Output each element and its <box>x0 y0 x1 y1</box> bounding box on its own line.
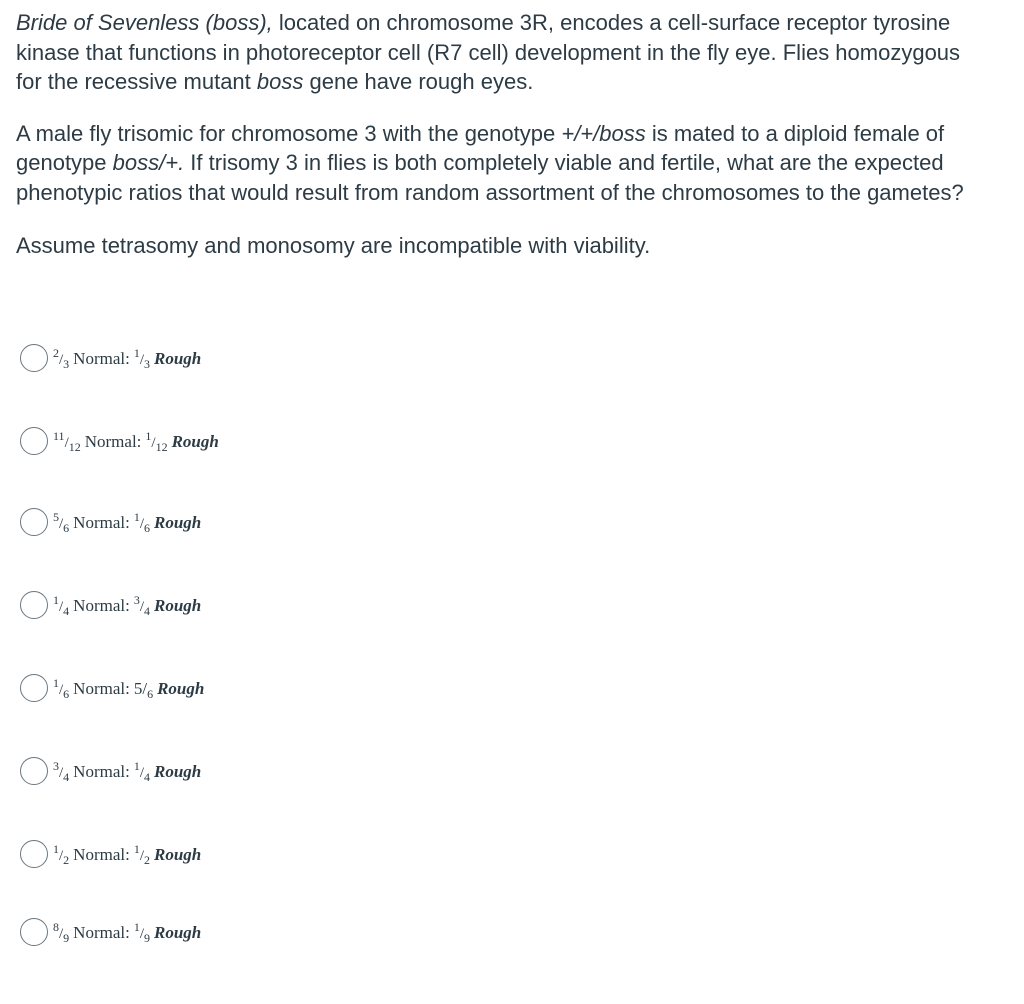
radio-button[interactable] <box>20 840 48 868</box>
answer-label: $^1/_2$ Normal: $^1/_2$ Rough <box>53 841 202 867</box>
question-text <box>16 8 976 261</box>
answer-option-3[interactable] <box>20 506 201 538</box>
answer-label: $^1/_4$ Normal: $^3/_4$ Rough <box>53 592 202 618</box>
answer-option-1[interactable] <box>20 342 201 374</box>
question-paragraph-2: A male fly trisomic for chromosome 3 with the genotype +/+/boss is mated to a diploid female of genotype boss/+. If trisomy 3 in flies is both completely viable and fertile, what are the expected phenotypic ratios that would result from random assortment of the chromosomes to the gametes? <box>16 120 964 205</box>
answer-label: $^8/_9$ Normal: $^1/_9$ Rough <box>53 919 202 945</box>
answer-label: $^{11}/_{12}$ Normal: $^1/_{12}$ Rough <box>53 428 219 454</box>
answer-option-8[interactable] <box>20 916 201 948</box>
radio-button[interactable] <box>20 427 48 455</box>
answer-label: $^3/_4$ Normal: $^1/_4$ Rough <box>53 758 202 784</box>
answer-label: $^2/_3$ Normal: $^1/_3$ Rough <box>53 345 202 371</box>
answer-option-6[interactable] <box>20 755 201 787</box>
radio-button[interactable] <box>20 591 48 619</box>
answer-option-4[interactable] <box>20 589 201 621</box>
question-paragraph-3: Assume tetrasomy and monosomy are incompatible with viability. <box>16 233 651 258</box>
radio-button[interactable] <box>20 344 48 372</box>
radio-button[interactable] <box>20 918 48 946</box>
answer-label: $^5/_6$ Normal: $^1/_6$ Rough <box>53 509 202 535</box>
radio-button[interactable] <box>20 757 48 785</box>
answer-option-5[interactable] <box>20 672 204 704</box>
radio-button[interactable] <box>20 674 48 702</box>
answer-option-2[interactable] <box>20 425 219 457</box>
answer-label: $^1/_6$ Normal: $5/_6$ Rough <box>53 675 205 701</box>
answer-option-7[interactable] <box>20 838 201 870</box>
radio-button[interactable] <box>20 508 48 536</box>
question-paragraph-1: Bride of Sevenless (boss), located on chromosome 3R, encodes a cell-surface receptor tyrosine kinase that functions in photoreceptor cell (R7 cell) development in the fly eye. Flies homozygous for the recessive mutant boss gene have rough eyes. <box>16 10 961 94</box>
